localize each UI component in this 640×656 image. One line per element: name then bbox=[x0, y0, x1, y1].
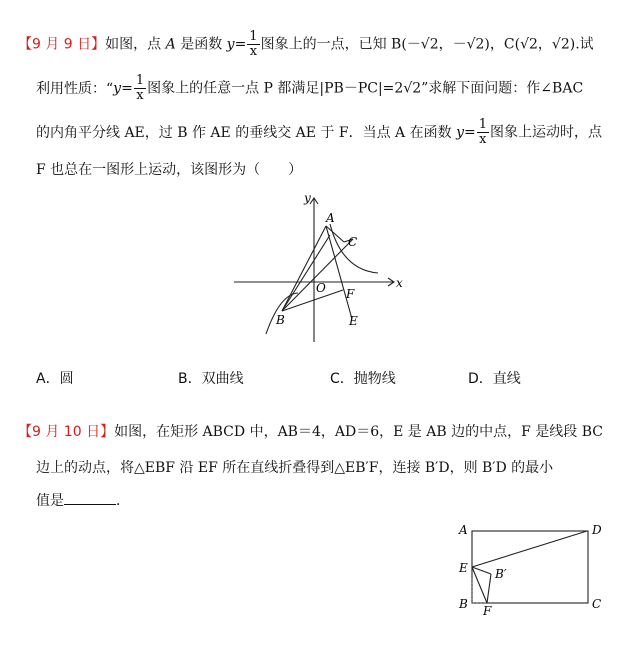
fraction-1-over-x: $\frac{1}{x}$ bbox=[135, 73, 145, 103]
label-point-A: A bbox=[326, 211, 335, 225]
label-point-E: E bbox=[349, 314, 358, 328]
option-b: B．双曲线 bbox=[178, 371, 244, 387]
answer-blank bbox=[64, 490, 116, 505]
label-point-F: F bbox=[346, 287, 355, 301]
label-rect-B-prime: B′ bbox=[495, 567, 507, 581]
label-rect-A: A bbox=[459, 523, 468, 537]
figure-2-rectangle-fold-diagram bbox=[455, 518, 625, 618]
q1-line-4: F 也总在一图形上运动，该图形为（ ） bbox=[36, 162, 303, 178]
label-rect-D: D bbox=[592, 523, 602, 537]
figure-1-hyperbola-diagram bbox=[226, 190, 406, 350]
label-rect-F: F bbox=[483, 604, 492, 618]
q2-line-3: 值是 ． bbox=[18, 490, 130, 511]
q2-line-1: 【9 月 10 日】如图，在矩形 ABCD 中，AB＝4，AD＝6，E 是 AB 边的中点，F 是线段 BC bbox=[18, 424, 603, 440]
option-c: C．抛物线 bbox=[330, 371, 396, 387]
label-axis-x: x bbox=[396, 276, 403, 290]
label-rect-C: C bbox=[592, 597, 602, 611]
label-point-B: B bbox=[276, 313, 285, 327]
option-a: A．圆 bbox=[36, 371, 74, 387]
q1-line-3: 的内角平分线 AE，过 B 作 AE 的垂线交 AE 于 F．当点 A 在函数 y= $\frac{1}{x}$ 图象上运动时，点 bbox=[36, 117, 602, 147]
fraction-1-over-x: $\frac{1}{x}$ bbox=[249, 29, 258, 59]
q1-date-tag: 【9 月 9 日】 bbox=[18, 36, 106, 53]
fraction-1-over-x: $\frac{1}{x}$ bbox=[478, 117, 487, 147]
option-d: D．直线 bbox=[468, 371, 521, 387]
label-origin-O: O bbox=[316, 281, 326, 295]
label-rect-B: B bbox=[459, 597, 468, 611]
q1-line-1: 【9 月 9 日】如图，点 A 是函数 y= $\frac{1}{x}$ 图象上的一点，已知 B(－√2，－√2)，C(√2，√2).试 bbox=[18, 29, 594, 59]
q1-line-2: 利用性质：“y= $\frac{1}{x}$ 图象上的任意一点 P 都满足|PB－PC|=2√2”求解下面问题：作∠BAC bbox=[36, 73, 584, 103]
q2-line-2: 边上的动点，将△EBF 沿 EF 所在直线折叠得到△EB′F，连接 B′D，则 B′D 的最小 bbox=[36, 460, 554, 476]
label-rect-E: E bbox=[459, 561, 468, 575]
label-point-C: C bbox=[348, 235, 358, 249]
q2-date-tag: 【9 月 10 日】 bbox=[18, 424, 115, 440]
label-axis-y: y bbox=[304, 191, 311, 205]
